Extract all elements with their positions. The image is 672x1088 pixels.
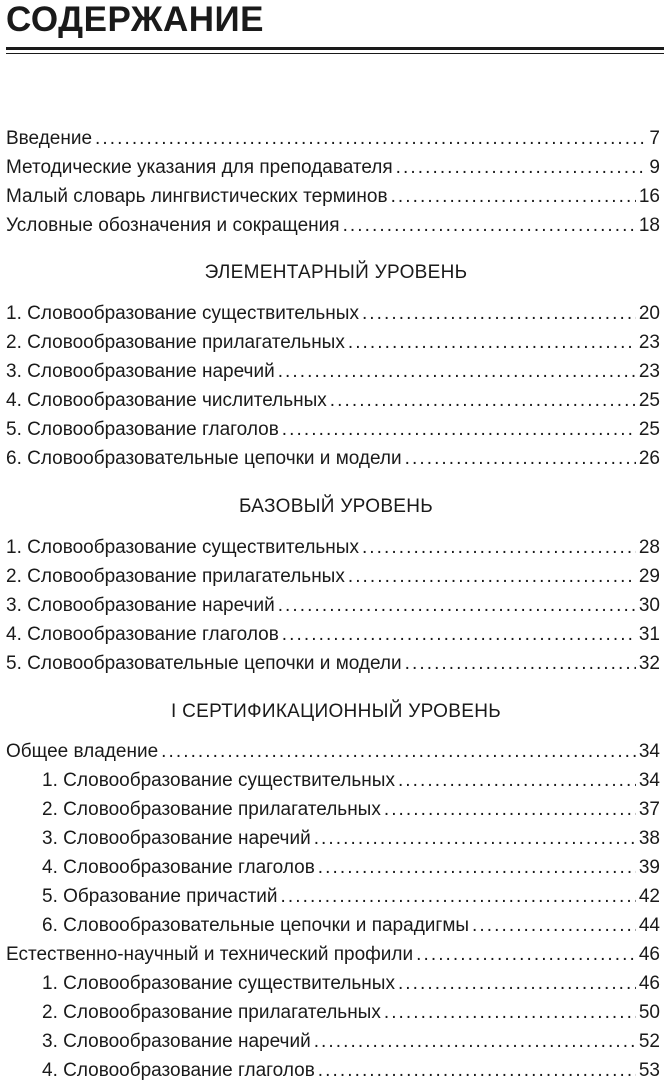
dot-leader [362,299,636,328]
section-heading-basic: БАЗОВЫЙ УРОВЕНЬ [238,496,434,517]
toc-entry-label: 6. Словообразовательные цепочки и парадигмы [42,915,470,936]
toc-entry-science[interactable] [6,940,660,969]
toc-entry[interactable] [6,562,660,591]
dot-leader [348,328,636,357]
dot-leader [391,182,636,211]
dot-leader [384,795,636,824]
toc-entry[interactable] [6,357,660,386]
toc-entry-teacher-guide[interactable] [6,153,660,182]
toc-entry-page: 30 [638,595,660,616]
toc-entry-page: 31 [638,624,660,645]
toc-entry-label: 5. Словообразование глаголов [6,419,279,440]
toc-entry-label: 3. Словообразование наречий [42,828,311,849]
toc-entry[interactable] [42,795,660,824]
dot-leader [398,969,636,998]
toc-entry-label: Общее владение [6,741,159,762]
dot-leader [396,153,647,182]
toc-entry[interactable] [42,998,660,1027]
toc-entry-label: 5. Словообразовательные цепочки и модели [6,653,402,674]
toc-entry-page: 7 [649,128,660,149]
dot-leader [281,882,636,911]
dot-leader [314,1027,636,1056]
dot-leader [161,737,636,766]
toc-entry-page: 25 [638,390,660,411]
toc-entry-label: 1. Словообразование существительных [42,973,395,994]
page-title: СОДЕРЖАНИЕ [6,0,265,39]
toc-entry[interactable] [6,415,660,444]
section-heading-elementary: ЭЛЕМЕНТАРНЫЙ УРОВЕНЬ [204,262,468,283]
toc-entry-page: 37 [638,799,660,820]
toc-entry-page: 52 [638,1031,660,1052]
dot-leader [416,940,636,969]
dot-leader [384,998,636,1027]
toc-entry-label: 3. Словообразование наречий [6,361,275,382]
toc-entry-page: 32 [638,653,660,674]
dot-leader [348,562,636,591]
toc-entry-general[interactable] [6,737,660,766]
toc-entry-label: Условные обозначения и сокращения [6,215,340,236]
toc-entry-label: 1. Словообразование существительных [42,770,395,791]
toc-entry-page: 50 [638,1002,660,1023]
toc-entry-label: 4. Словообразование глаголов [42,1060,315,1081]
toc-entry-label: 2. Словообразование прилагательных [42,799,381,820]
toc-entry-page: 46 [638,944,660,965]
dot-leader [95,124,646,153]
toc-entry-label: 3. Словообразование наречий [6,595,275,616]
toc-entry-label: Естественно-научный и технический профили [6,944,414,965]
toc-entry-page: 44 [638,915,660,936]
toc-entry-page: 16 [638,186,660,207]
toc-entry-label: 3. Словообразование наречий [42,1031,311,1052]
dot-leader [318,1056,636,1085]
dot-leader [282,620,636,649]
toc-entry-page: 34 [638,770,660,791]
toc-entry[interactable] [42,853,660,882]
dot-leader [282,415,636,444]
dot-leader [405,649,636,678]
toc-entry[interactable] [42,969,660,998]
toc-entry-page: 42 [638,886,660,907]
toc-entry-page: 29 [638,566,660,587]
toc-entry-page: 34 [638,741,660,762]
title-rule-thin [6,53,664,54]
toc-entry-label: 5. Образование причастий [42,886,278,907]
toc-entry[interactable] [6,386,660,415]
toc-entry-page: 25 [638,419,660,440]
toc-entry-page: 46 [638,973,660,994]
toc-entry[interactable] [6,328,660,357]
toc-entry-label: 4. Словообразование числительных [6,390,327,411]
toc-entry-page: 38 [638,828,660,849]
toc-entry[interactable] [6,444,660,473]
toc-entry[interactable] [6,591,660,620]
toc-entry-page: 26 [638,448,660,469]
toc-entry-label: 4. Словообразование глаголов [6,624,279,645]
toc-entry-label: 1. Словообразование существительных [6,303,359,324]
toc-entry-label: 4. Словообразование глаголов [42,857,315,878]
toc-entry[interactable] [6,299,660,328]
dot-leader [318,853,636,882]
toc-entry[interactable] [42,882,660,911]
toc-entry-abbreviations[interactable] [6,211,660,240]
toc-entry-glossary[interactable] [6,182,660,211]
dot-leader [278,591,636,620]
toc-entry-page: 53 [638,1060,660,1081]
dot-leader [472,911,636,940]
toc-entry-page: 18 [638,215,660,236]
title-rule-thick [6,47,664,50]
toc-entry-label: 1. Словообразование существительных [6,537,359,558]
dot-leader [314,824,636,853]
dot-leader [362,533,636,562]
toc-entry[interactable] [42,766,660,795]
dot-leader [278,357,636,386]
toc-entry-label: Введение [6,128,93,149]
toc-entry-page: 23 [638,332,660,353]
section-heading-certification: I СЕРТИФИКАЦИОННЫЙ УРОВЕНЬ [170,701,501,722]
toc-entry-page: 28 [638,537,660,558]
dot-leader [330,386,636,415]
dot-leader [343,211,636,240]
toc-entry-page: 23 [638,361,660,382]
toc-entry[interactable] [6,620,660,649]
toc-entry[interactable] [42,1027,660,1056]
toc-entry-page: 9 [649,157,660,178]
toc-entry-label: 2. Словообразование прилагательных [6,566,345,587]
toc-entry-page: 20 [638,303,660,324]
toc-entry[interactable] [6,533,660,562]
dot-leader [405,444,636,473]
toc-entry[interactable] [42,911,660,940]
toc-entry[interactable] [6,649,660,678]
toc-entry-label: 2. Словообразование прилагательных [42,1002,381,1023]
toc-entry-intro[interactable] [6,124,660,153]
toc-entry-label: 6. Словообразовательные цепочки и модели [6,448,402,469]
toc-entry[interactable] [42,824,660,853]
toc-entry-label: 2. Словообразование прилагательных [6,332,345,353]
toc-entry-label: Методические указания для преподавателя [6,157,393,178]
toc-entry-page: 39 [638,857,660,878]
toc-entry-label: Малый словарь лингвистических терминов [6,186,388,207]
toc-entry[interactable] [42,1056,660,1085]
dot-leader [398,766,636,795]
